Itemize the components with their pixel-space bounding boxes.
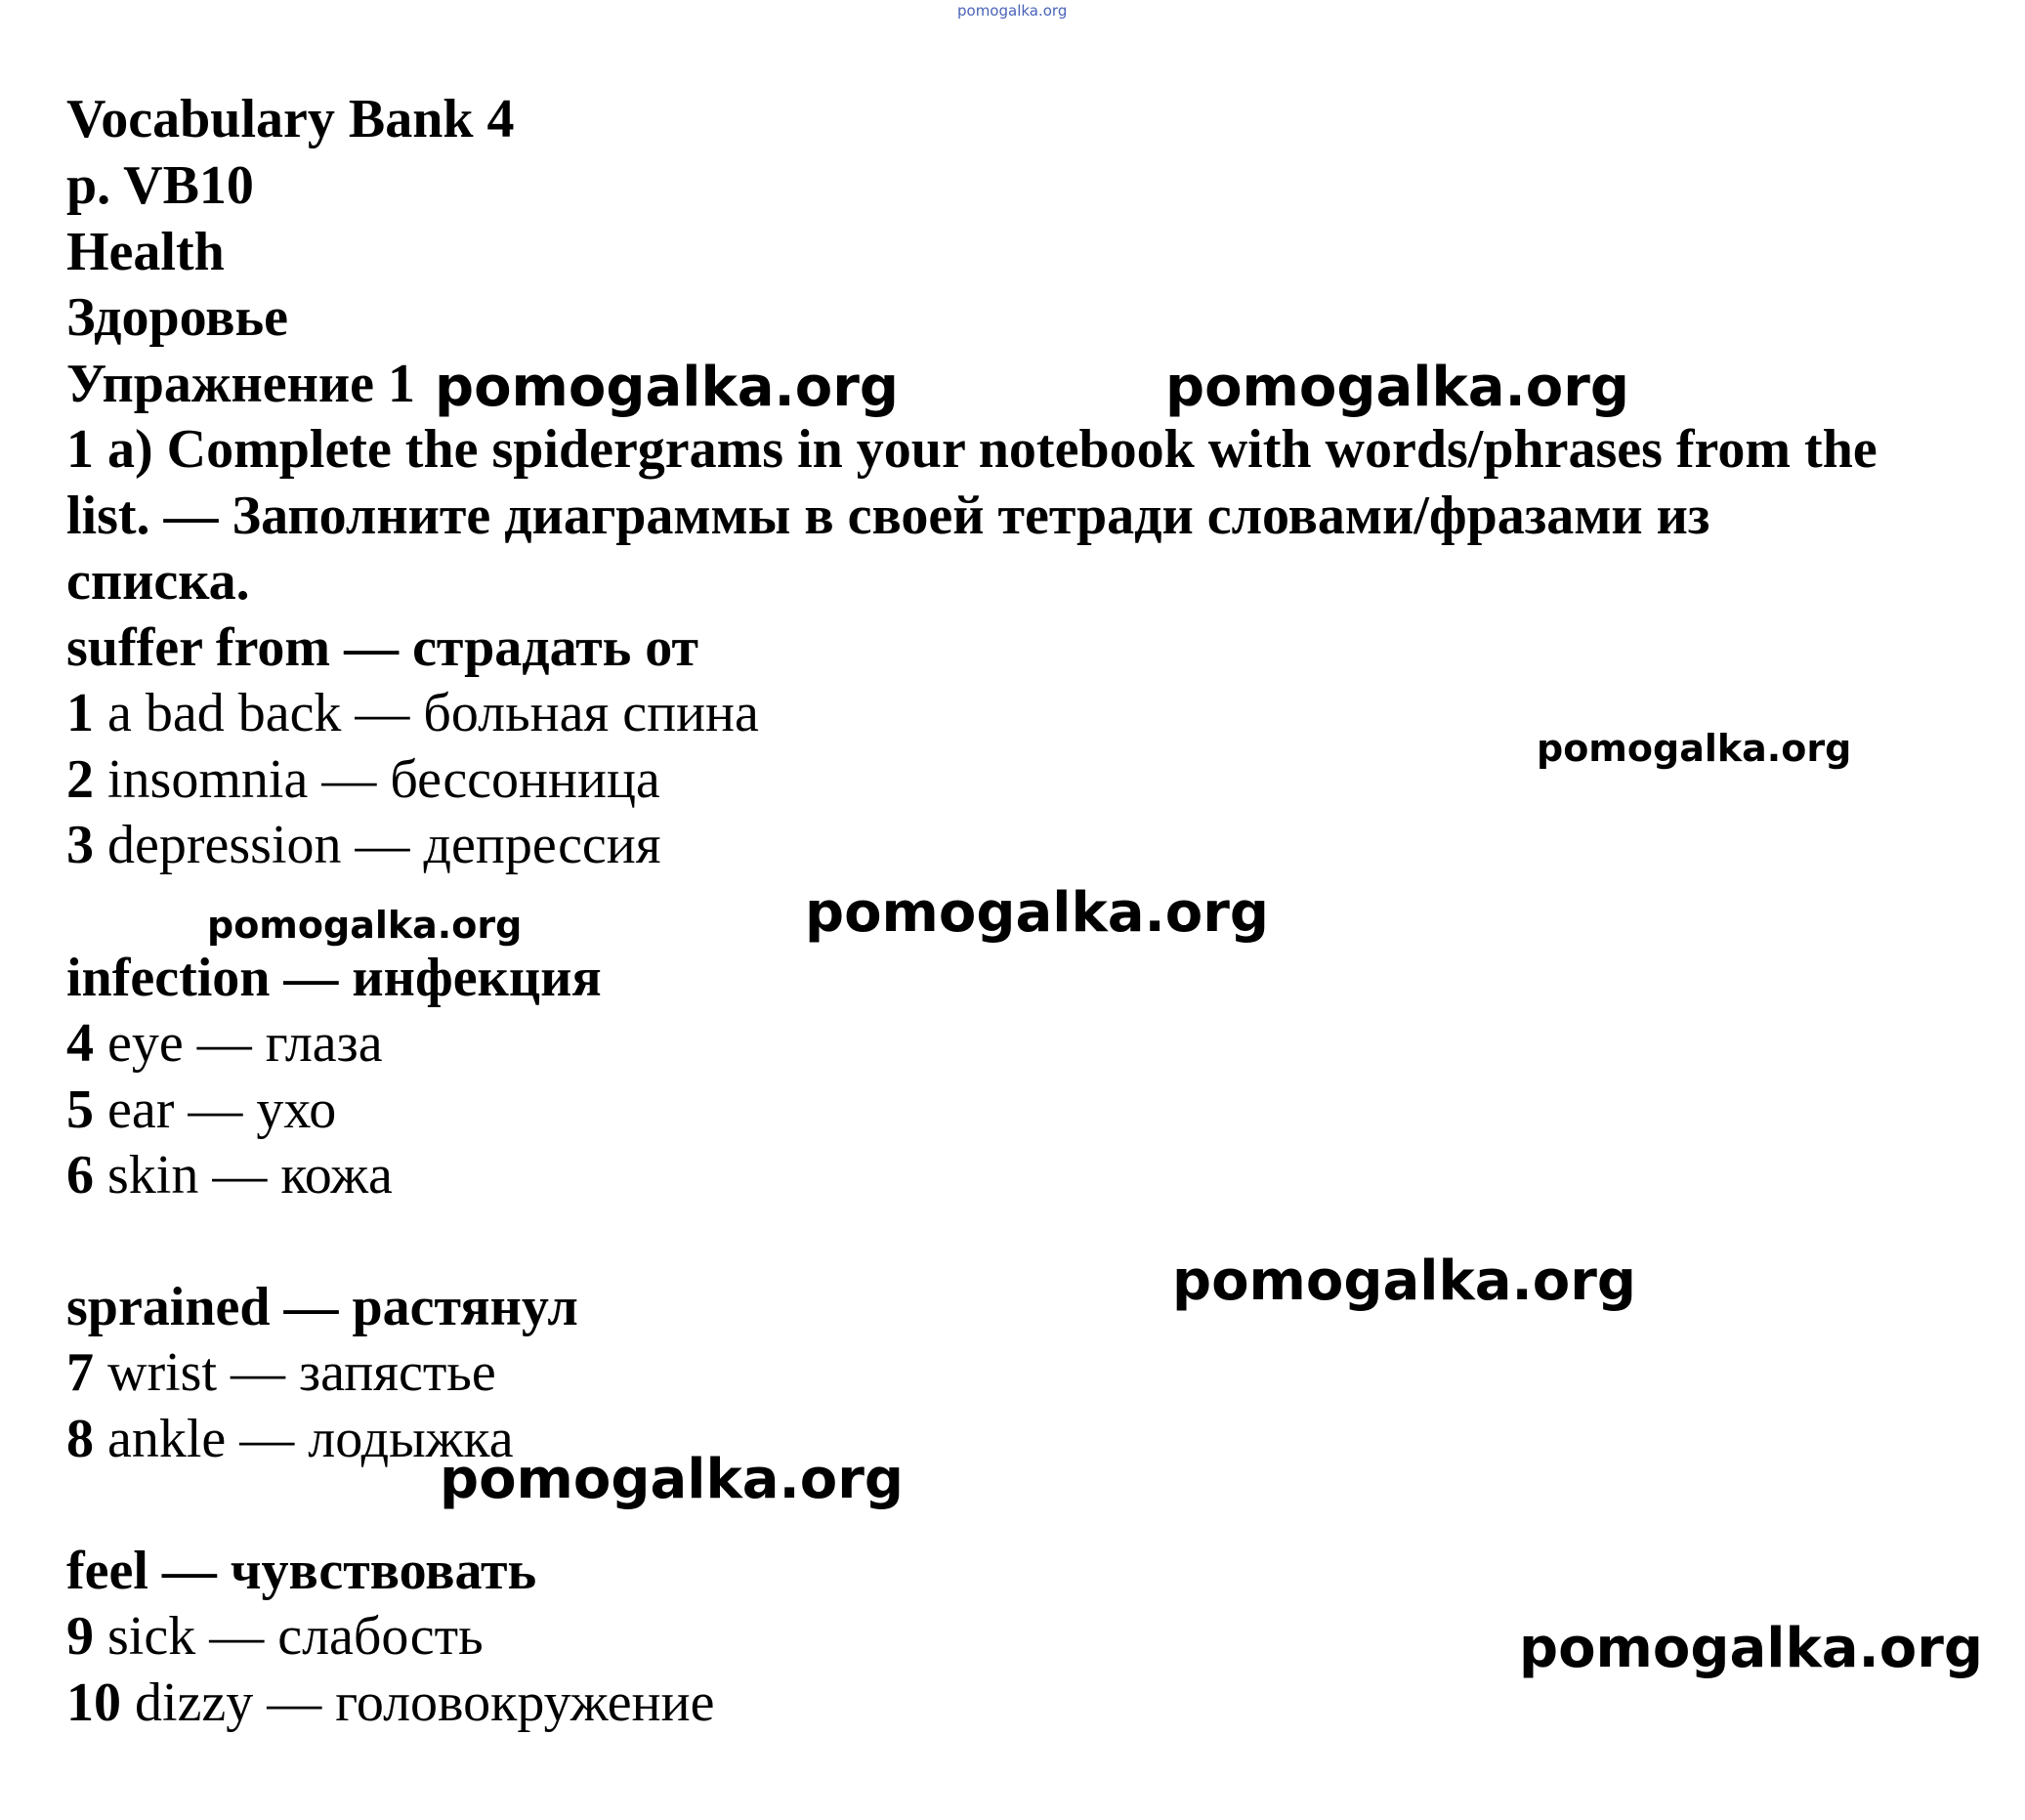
- watermark: pomogalka.org: [805, 881, 1269, 945]
- list-item: [66, 1603, 484, 1670]
- list-item: [66, 812, 661, 878]
- watermark: pomogalka.org: [435, 356, 899, 419]
- item-number: 3: [66, 815, 94, 875]
- topic-russian: Здоровье: [66, 287, 288, 348]
- item-text: wrist — запястье: [94, 1342, 496, 1403]
- title: Vocabulary Bank 4: [66, 89, 515, 149]
- item-number: 1: [66, 683, 94, 743]
- group-title-feel: feel — чувствовать: [66, 1541, 537, 1601]
- list-item: [66, 1010, 383, 1077]
- watermark: pomogalka.org: [1537, 727, 1852, 770]
- item-text: eye — глаза: [94, 1013, 383, 1074]
- item-text: ear — ухо: [94, 1079, 337, 1140]
- exercise-label: Упражнение 1: [66, 354, 416, 414]
- item-text: skin — кожа: [94, 1145, 393, 1206]
- page-reference: p. VB10: [66, 155, 254, 216]
- list-item: [66, 1142, 393, 1208]
- instruction-line-3: списка.: [66, 551, 250, 612]
- item-number: 4: [66, 1013, 94, 1074]
- watermark-top: pomogalka.org: [957, 2, 1068, 20]
- watermark: pomogalka.org: [207, 904, 523, 947]
- list-item: [66, 680, 759, 746]
- watermark: pomogalka.org: [440, 1448, 904, 1511]
- instruction-line-1: 1 a) Complete the spidergrams in your notebook with words/phrases from the: [66, 419, 1877, 480]
- item-text: a bad back — больная спина: [94, 683, 759, 743]
- group-title-infection: infection — инфекция: [66, 948, 602, 1008]
- list-item: [66, 1339, 496, 1406]
- topic-english: Health: [66, 222, 225, 282]
- list-item: [66, 1670, 714, 1736]
- group-title-sprained: sprained — растянул: [66, 1277, 578, 1337]
- watermark: pomogalka.org: [1165, 356, 1629, 419]
- item-text: dizzy — головокружение: [121, 1672, 715, 1733]
- item-text: sick — слабость: [94, 1606, 484, 1667]
- item-number: 7: [66, 1342, 94, 1403]
- list-item: [66, 746, 660, 813]
- instruction-line-2: list. — Заполните диаграммы в своей тетради словами/фразами из: [66, 486, 1710, 546]
- list-item: [66, 1077, 336, 1143]
- item-number: 8: [66, 1409, 94, 1469]
- group-title-suffer-from: suffer from — страдать от: [66, 617, 699, 678]
- item-number: 10: [66, 1672, 121, 1733]
- watermark: pomogalka.org: [1172, 1249, 1636, 1313]
- item-text: depression — депрессия: [94, 815, 661, 875]
- item-number: 5: [66, 1079, 94, 1140]
- item-number: 6: [66, 1145, 94, 1206]
- item-text: ankle — лодыжка: [94, 1409, 514, 1469]
- item-number: 9: [66, 1606, 94, 1667]
- watermark: pomogalka.org: [1519, 1617, 1983, 1680]
- item-text: insomnia — бессонница: [94, 749, 660, 810]
- item-number: 2: [66, 749, 94, 810]
